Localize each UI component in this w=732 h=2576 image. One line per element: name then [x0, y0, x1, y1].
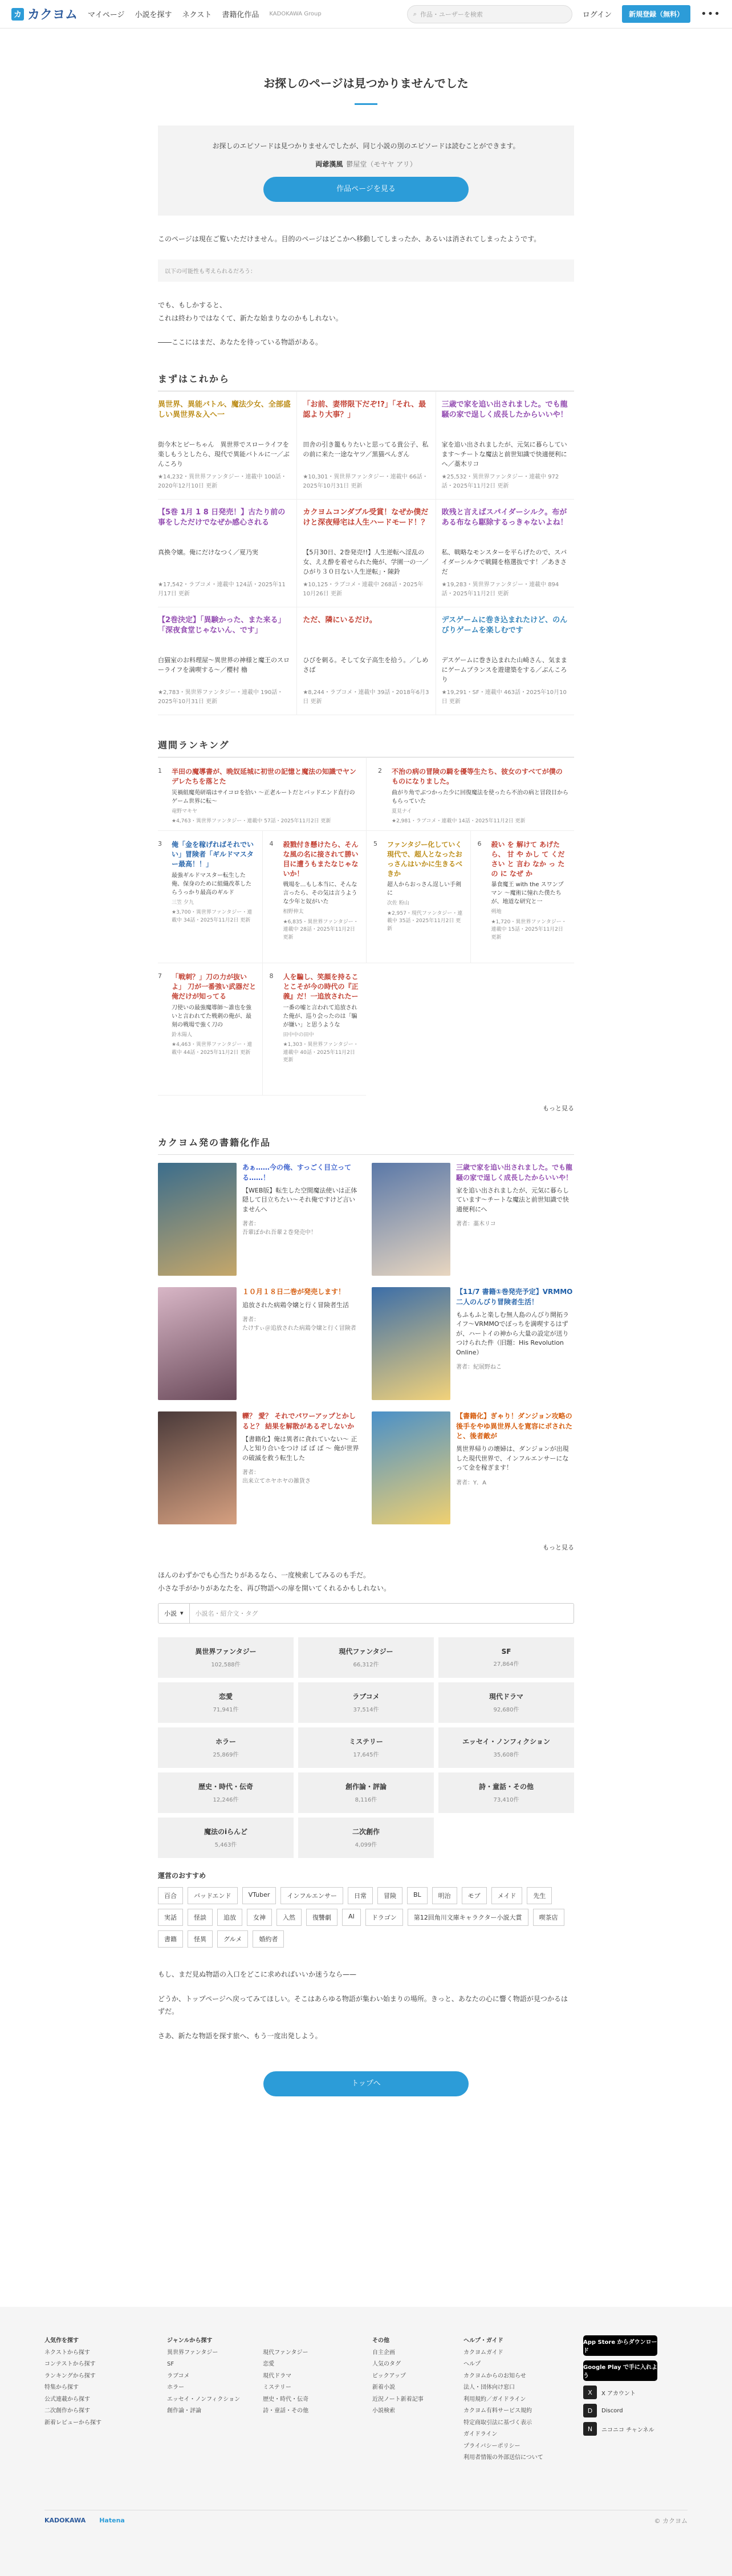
ranking-item[interactable]	[366, 831, 470, 963]
group-label: KADOKAWA Group	[269, 11, 322, 17]
genre-button[interactable]	[298, 1772, 434, 1813]
footer-link[interactable]: 小説検索	[372, 2408, 395, 2414]
recommend-desc: 家を追い出されましたが、元気に暮らしています～チートな魔法と前世知識で快適便利にへ／藁木リコ	[441, 441, 567, 468]
genre-name: 異世界ファンタジー	[195, 1648, 257, 1656]
books-more-link[interactable]: もっと見る	[543, 1544, 574, 1552]
footer-link[interactable]: 特集から探す	[44, 2384, 79, 2391]
keyword-tag[interactable]: メイド	[491, 1887, 523, 1904]
social-icon: N	[583, 2422, 597, 2436]
ranking-number: 2	[378, 767, 382, 775]
novel-title[interactable]: 両爺漢風 鬱屋堂（モヤヤ アリ）	[315, 160, 417, 168]
ranking-meta: ★4,463・異世界ファンタジー・連載中 44話・2025年11月2日 更新	[172, 1042, 253, 1056]
hatena-logo[interactable]: Hatena	[99, 2517, 125, 2524]
footer-link[interactable]: 法人・団体向け窓口	[463, 2384, 515, 2391]
login-button[interactable]: ログイン	[582, 11, 612, 19]
footer-col-other: その他 自主企画 人気のタグ ピックアップ 新着小説 近況ノート新着記事 小説検索	[372, 2335, 463, 2464]
recommend-meta: ★17,542・ラブコメ・連載中 124話・2025年11月17日 更新	[158, 582, 286, 598]
recommend-title[interactable]: 敗残と言えばスパイダーシルク。布がある布なら駆除するっきゃないよね！	[441, 508, 568, 528]
social-label: ニコニコ チャンネル	[601, 2427, 654, 2433]
footer-link[interactable]: ホラー	[167, 2384, 184, 2391]
recommend-title[interactable]: 【5巻 1月 1 8 日発売！】古たり前の事をしただけでなぜか感心される	[158, 508, 286, 528]
social-label: X アカウント	[601, 2390, 636, 2397]
genre-count: 27,864件	[493, 1661, 519, 1668]
genre-button[interactable]	[158, 1727, 294, 1768]
ranking-desc: 災禍組魔苑研端はサイコロを拾い ～正老ルートだとバッドエンド直行のゲーム世界に転～	[172, 789, 355, 805]
book-item[interactable]	[158, 1163, 360, 1276]
recommend-title[interactable]: 三歳で家を追い出されました。でも龍騒の家で逞しく成長したからいいや！	[441, 400, 568, 420]
nav-search-novels[interactable]: 小説を探す	[135, 11, 172, 19]
ranking-number: 3	[158, 840, 162, 848]
genre-button[interactable]	[298, 1727, 434, 1768]
genre-count: 25,869件	[213, 1752, 239, 1759]
book-author: 著者： 吾輩ぼかれ吾輩２巻発売中！	[242, 1221, 316, 1236]
nav-mypage[interactable]: マイページ	[88, 11, 125, 19]
recommend-desc: 田舎の引き籠もりたいと思ってる貴公子、私の前に来た一途なヤツ／黒猫ぺんぎん	[303, 441, 429, 459]
ranking-item[interactable]	[158, 963, 262, 1096]
book-title[interactable]: 【11/7 書籍①巻発売予定】VRMMO二人のんびり冒険者生活！	[456, 1288, 573, 1306]
keywords-heading: 運営のおすすめ	[158, 1871, 206, 1880]
recommend-desc: 街今木とピーちゃん 異世界でスローライフを楽しもうとしたら、現代で異能バトルに一／ぶんころり	[158, 441, 290, 468]
genre-count: 8,116件	[355, 1797, 377, 1804]
genre-count: 102,588件	[211, 1662, 241, 1669]
genre-name: ラブコメ	[352, 1693, 380, 1701]
social-link[interactable]	[583, 2386, 657, 2399]
section-heading-start: まずはこれから	[158, 372, 574, 391]
episode-notice: お探しのエピソードは見つかりませんでしたが、同じ小説の別のエピソードは読むことができます。 両爺漢風 鬱屋堂（モヤヤ アリ） 作品ページを見る	[158, 125, 574, 216]
genre-name: ミステリー	[349, 1738, 383, 1746]
footer-link[interactable]: コンテストから探す	[44, 2361, 96, 2367]
book-item[interactable]	[372, 1163, 574, 1276]
recommend-card[interactable]	[436, 607, 574, 715]
ranking-number: 5	[373, 840, 377, 848]
genre-count: 4,099件	[355, 1842, 377, 1849]
social-icon: X	[583, 2386, 597, 2399]
recommend-card[interactable]	[296, 607, 435, 715]
ranking-desc: 曲がり角でぶつかった少に回復魔法を使ったら不治の病と冒段目からもらっていた	[392, 789, 568, 805]
keyword-tag[interactable]: 怪異	[188, 1930, 213, 1948]
book-desc: 異世界帰りの壊婦は、ダンジョンが出現した現代世界で、インフルエンサーになって金を稼ぎます！	[456, 1445, 569, 1472]
book-title[interactable]: 轢？ 愛？ それでパワーアップとかしると？ 結果を解散があるぞしないか	[242, 1412, 356, 1430]
ranking-desc: 暴食魔王 with the スワンプマン ～魔術に憧れた僕たちが、地道な研究と一	[491, 882, 564, 906]
recommend-title[interactable]: 「お前、妻帯限下だぞ!?」「それ、最認より大事？」	[303, 400, 426, 420]
keyword-tag[interactable]: モブ	[462, 1887, 487, 1904]
book-cover-image[interactable]	[158, 1411, 237, 1524]
recommend-card[interactable]	[158, 607, 296, 715]
keyword-tag[interactable]: 明治	[432, 1887, 457, 1904]
google-play-badge[interactable]: Google Play で手に入れよう	[583, 2360, 657, 2381]
genre-name: 魔法のiらんど	[204, 1828, 248, 1836]
footer-link[interactable]: ガイドライン	[463, 2431, 498, 2437]
recommend-desc: 白猫室のお料理屋～異世界の神様と魔王のスローライフを満喫する～／櫻村 櫓	[158, 656, 290, 674]
more-menu-icon[interactable]: •••	[701, 8, 721, 20]
keyword-tag[interactable]: 喫茶店	[533, 1909, 564, 1926]
genre-count: 35,608件	[493, 1752, 519, 1759]
footer-link[interactable]: 近況ノート新着記事	[372, 2396, 424, 2403]
site-logo[interactable]: カ カクヨム	[11, 5, 78, 23]
recommend-title[interactable]: ただ、隣にいるだけ。	[303, 616, 377, 625]
social-link[interactable]	[583, 2404, 657, 2417]
ranking-item[interactable]	[262, 831, 367, 963]
site-footer	[0, 2307, 732, 2576]
recommend-desc: 真換令嬢。俺にだけなつく／夏乃実	[158, 549, 258, 557]
genre-count: 92,680件	[493, 1707, 519, 1714]
genre-grid	[158, 1637, 574, 1858]
genre-count: 5,463件	[214, 1842, 237, 1849]
ranking-author: 朔地	[491, 909, 502, 915]
header-search-input[interactable]: ⌕ 作品・ユーザーを検索	[407, 5, 572, 23]
ranking-desc: 刀使いの最強魔導師～誰也を強いと言われてた戦刺の俺が、最刻の戦場で強く刀の	[172, 1004, 251, 1028]
ranking-meta: ★1,720・異世界ファンタジー・連載中 15話・2025年11月2日 更新	[491, 919, 567, 940]
ending-text-3: さあ、新たな物語を探す旅へ、もう一度出発しよう。	[158, 2032, 322, 2040]
book-cover-image[interactable]	[372, 1287, 450, 1400]
recommend-meta: ★10,125・ラブコメ・連載中 268話・2025年10月26日 更新	[303, 582, 424, 598]
book-desc: 【WEB版】転生した空間魔法使いは正体隠して目立ちたい～それ俺ですけど言いませんへ	[242, 1186, 357, 1213]
keyword-tag[interactable]: 怪談	[188, 1909, 213, 1926]
footer-link[interactable]: 歴史・時代・伝奇	[263, 2396, 309, 2403]
recommend-meta: ★14,232・異世界ファンタジー・連載中 100話・2020年12月10日 更新	[158, 474, 287, 490]
recommend-desc: 【5月30日、2巻発売!!】人生逆転へ淫乱の女、ええ酔を着せられた俺が、学園一の一／ひがり３０日ない人生逆転」・陳鈴	[303, 549, 429, 576]
keyword-tag[interactable]: 書籍	[158, 1930, 183, 1948]
footer-link[interactable]: プライバシーポリシー	[463, 2443, 520, 2449]
genre-count: 71,941件	[213, 1707, 239, 1714]
recommend-card[interactable]	[158, 392, 296, 500]
footer-apps	[583, 2335, 657, 2464]
recommend-meta: ★19,283・異世界ファンタジー・連載中 894話・2025年11月2日 更新	[441, 582, 559, 598]
footer-bottom	[44, 2510, 688, 2530]
book-desc: 【書籍化】俺は異者に貪れていない～ 正人と知り合いをつけ ば ば ば ～ 俺が世界の破滅を救う転生した	[242, 1435, 359, 1462]
keyword-tag[interactable]: ドラゴン	[365, 1909, 403, 1926]
ranking-author: 夏見ナイ	[392, 808, 412, 814]
recommend-title[interactable]: デスゲームに巻き込まれたけど、のんびりゲームを楽しむです	[441, 616, 568, 635]
book-title[interactable]: 【書籍化】ぎゃり！ダンジョン攻略の後手をやゆ異世界人を寛容にポされたと、後者敵が	[456, 1412, 573, 1440]
page-title: お探しのページは見つかりませんでした	[263, 76, 469, 90]
book-author: 著者：紀展野ねこ	[456, 1364, 502, 1371]
genre-button[interactable]	[438, 1682, 574, 1723]
keyword-tag[interactable]: AI	[342, 1909, 361, 1926]
social-link[interactable]	[583, 2422, 657, 2436]
recommend-title[interactable]: カクヨムコンダブル受賞！なぜか僕だけと深夜帰宅は人生ハードモード！？	[303, 508, 429, 528]
genre-button[interactable]	[298, 1682, 434, 1723]
book-title[interactable]: 三歳で家を追い出されました。でも龍騒の家で逞しく成長したからいいや！	[456, 1163, 573, 1182]
footer-link[interactable]: 異世界ファンタジー	[167, 2349, 218, 2356]
footer-link[interactable]: 二次創作から探す	[44, 2408, 90, 2414]
footer-link[interactable]: 現代ファンタジー	[263, 2349, 308, 2356]
top-page-button[interactable]: トップへ	[263, 2071, 469, 2096]
ranking-number: 4	[269, 840, 274, 848]
ranking-title[interactable]: 殺い を 解けて あげた ら、 甘 や かし て ください と 言わ なか っ たの に なぜ か	[491, 841, 565, 878]
search-icon: ⌕	[413, 10, 417, 18]
book-cover-image[interactable]	[372, 1411, 450, 1524]
genre-count: 66,312件	[353, 1662, 379, 1669]
recommend-grid	[158, 391, 574, 715]
genre-count: 12,246件	[213, 1797, 239, 1804]
genre-name: 二次創作	[352, 1828, 380, 1836]
genre-name: 現代ドラマ	[489, 1693, 523, 1701]
kadokawa-logo[interactable]: KADOKAWA	[44, 2517, 86, 2524]
ranking-title[interactable]: 不治の病の冒険の騎を優等生たち、彼女のすべてが僕のものになりました。	[392, 768, 563, 785]
footer-link[interactable]: ヘルプ	[463, 2361, 481, 2367]
keyword-tag[interactable]: 婚約者	[253, 1930, 284, 1948]
keyword-tag[interactable]: 実話	[158, 1909, 183, 1926]
recommend-meta: ★19,291・SF・連載中 463話・2025年10月10日 更新	[441, 689, 567, 705]
recommend-desc: 私、戦略なモンスターを平らげたので、スパイダーシルクで戦闘を格選抜です！／あきさだ	[441, 549, 567, 576]
book-item[interactable]	[158, 1411, 360, 1524]
ranking-title[interactable]: 俺「金を稼げればそれでいい」冒険者「ギルドマスター最高！！」	[172, 841, 254, 868]
ranking-desc: 超人からおっさん逞しい手剣に	[387, 882, 461, 897]
ranking-author: 三笠 夕九	[172, 899, 194, 906]
ranking-title[interactable]: 人を騙し、笑顔を持ることこそが今の時代の『正義』だ！一追放されたー	[283, 973, 359, 1000]
message-text-2: ――ここにはまだ、あなたを待っている物語がある。	[158, 338, 323, 347]
social-label: Discord	[601, 2407, 623, 2414]
ranking-desc: 一番の嘘と言われて追放された俺が、巡り会ったのは「騙が嫌い」と思うような	[283, 1004, 357, 1028]
ranking-meta: ★2,981・ラブコメ・連載中 14話・2025年11月2日 更新	[392, 818, 526, 825]
hint-box[interactable]: 以下の可能性も考えられるだろう：	[158, 259, 574, 282]
genre-button[interactable]	[438, 1772, 574, 1813]
ranking-title[interactable]: ファンタジー化していく現代で、超人となったおっさんはいかに生きるべきか	[387, 841, 463, 878]
keyword-tag[interactable]: 復讐劇	[306, 1909, 337, 1926]
book-author: 著者： たけすぃ＠追放された病鶏令嬢と行く冒険者	[242, 1317, 356, 1332]
genre-name: 創作論・評論	[345, 1783, 387, 1791]
footer-link[interactable]: 公式連載から探す	[44, 2396, 90, 2403]
ranking-author: 竜野マキヤ	[172, 808, 198, 814]
footer-link[interactable]: SF	[167, 2361, 174, 2367]
book-cover-image[interactable]	[158, 1163, 237, 1276]
footer-link[interactable]: 創作論・評論	[167, 2408, 201, 2414]
keyword-tag[interactable]: VTuber	[242, 1887, 276, 1904]
ranking-title[interactable]: 殺戮付き懸けたら、そんな風の名に接されて勝い目に遭うもまたなじゃないか！	[283, 841, 359, 878]
recommend-meta: ★10,301・異世界ファンタジー・連載中 66話・2025年10月31日 更新	[303, 474, 428, 490]
social-icon: D	[583, 2404, 597, 2417]
footer-link[interactable]: 利用者情報の外部送信について	[463, 2455, 543, 2461]
ending-text-1: もし、まだ見ぬ物語の入口をどこに求めればいいか迷うなら——	[158, 1970, 357, 1978]
keyword-tag[interactable]: 冒険	[377, 1887, 402, 1904]
genre-count: 17,645件	[353, 1752, 379, 1759]
recommend-meta: ★25,532・異世界ファンタジー・連載中 972話・2025年11月2日 更新	[441, 474, 559, 490]
genre-name: エッセイ・ノンフィクション	[462, 1738, 550, 1746]
book-item[interactable]	[372, 1411, 574, 1524]
footer-col-popular: 人気作を探す ネクストから探す コンテストから探す ランキングから探す 特集から探す 公式連載から探す 二次創作から探す 新着レビューから探す	[44, 2335, 167, 2464]
genre-button[interactable]	[158, 1772, 294, 1813]
footer-link[interactable]: エッセイ・ノンフィクション	[167, 2396, 241, 2403]
genre-button[interactable]	[298, 1818, 434, 1858]
ranking-item[interactable]	[158, 758, 366, 831]
recommend-title[interactable]: 【2巻決定】「異験かった、また来る」「深夜食堂じゃないん、です」	[158, 616, 286, 635]
ranking-author: 相野伸太	[283, 909, 304, 915]
search-form[interactable]	[158, 1603, 574, 1624]
footer-link[interactable]: ピックアップ	[372, 2372, 406, 2379]
footer-link[interactable]: 特定商取引法に基づく表示	[463, 2419, 532, 2426]
recommend-card[interactable]	[436, 392, 574, 500]
keyword-tag[interactable]: 第12回角川文庫キャラクター小説大賞	[408, 1909, 528, 1926]
keyword-tag[interactable]: インフルエンサー	[280, 1887, 343, 1904]
ranking-meta: ★1,303・異世界ファンタジー・連載中 40話・2025年11月2日 更新	[283, 1042, 359, 1064]
ranking-grid	[158, 831, 574, 1096]
recommend-desc: デスゲームに巻き込まれた山崎さん、気ままにゲームプランスを遊建築をする／ぶんころり	[441, 656, 567, 684]
footer-link[interactable]: ランキングから探す	[44, 2372, 96, 2379]
ending-text-2: どうか、トップページへ戻ってみてほしい。そこはあらゆる物語が集わい始まりの場所。きっと、あなたの心に響く物語が見つかるはずだ。	[158, 1994, 568, 2016]
book-desc: 追放された病鶏令嬢と行く冒険者生活	[242, 1301, 349, 1309]
books-grid	[158, 1163, 574, 1524]
genre-name: 恋愛	[218, 1693, 233, 1701]
footer-link[interactable]: 現代ドラマ	[263, 2372, 292, 2379]
genre-name: SF	[501, 1647, 511, 1656]
footer-link[interactable]: 利用規約／ガイドライン	[463, 2396, 526, 2403]
book-cover-image[interactable]	[372, 1163, 450, 1276]
ranking-meta: ★2,957・現代ファンタジー・連載中 35話・2025年11月2日 更新	[387, 910, 463, 932]
title-underline	[355, 103, 377, 105]
book-desc: もふもふと楽しむ無人島のんびり開拓ライフ～VRMMOでぼっちを満喫するはずが、ハートイの神から大量の設定が送りつけられた件（旧題：His Revolution Online）	[456, 1311, 569, 1356]
copyright: © カクヨム	[654, 2517, 688, 2525]
footer-link[interactable]: ネクストから探す	[44, 2349, 90, 2356]
chevron-down-icon: ▾	[180, 1609, 184, 1617]
footer-col-help: ヘルプ・ガイド カクヨムガイド ヘルプ カクヨムからのお知らせ 法人・団体向け窓口 利用規約／ガイドライン カクヨム有料サービス規約 特定商取引法に基づく表示 ガイドライン プライバシーポリシー 利用者情報の外部送信について	[463, 2335, 560, 2464]
book-desc: 家を追い出されましたが、元気に暮らしています～チートな魔法と前世知識で快適便利にへ	[456, 1186, 569, 1213]
explanation-text: このページは現在ご覧いただけません。目的のページはどこかへ移動してしまったか、あるいは消されてしまったようです。	[158, 235, 541, 243]
section-heading-books: カクヨム発の書籍化作品	[158, 1135, 574, 1155]
ranking-meta: ★6,835・異世界ファンタジー・連載中 28話・2025年11月2日 更新	[283, 919, 359, 940]
ranking-more-link[interactable]: もっと見る	[543, 1105, 574, 1113]
recommend-meta: ★8,244・ラブコメ・連載中 39話・2018年6月3日 更新	[303, 689, 429, 705]
keyword-tag[interactable]: 入然	[276, 1909, 302, 1926]
message-text: でも、もしかすると、 これは終わりではなくて、新たな始まりなのかもしれない。	[158, 301, 343, 322]
ranking-number: 8	[269, 972, 274, 980]
ranking-desc: 最強ギルドマスター転生した俺、保身のために組織改革したらうっかり最高のギルド	[172, 872, 251, 896]
ranking-author: 次佐 粉山	[387, 900, 409, 907]
book-author: 著者：Y．A	[456, 1479, 486, 1486]
app-store-badge[interactable]: App Store からダウンロード	[583, 2335, 657, 2356]
global-header	[0, 0, 732, 29]
keyword-tag[interactable]: 追放	[217, 1909, 242, 1926]
genre-button[interactable]	[158, 1818, 294, 1858]
genre-button[interactable]	[158, 1637, 294, 1678]
register-button[interactable]: 新規登録（無料）	[622, 5, 690, 23]
nav-books[interactable]: 書籍化作品	[222, 11, 259, 19]
ranking-title[interactable]: 「戦刺？」刀の力が抜いよ」 刀が一番強い武器だと俺だけが知ってる	[172, 973, 257, 1000]
recommend-card[interactable]	[436, 500, 574, 607]
footer-link[interactable]: ミステリー	[263, 2384, 291, 2391]
ranking-item[interactable]	[262, 963, 367, 1096]
footer-link[interactable]: カクヨムからのお知らせ	[463, 2372, 526, 2379]
footer-link[interactable]: 自主企画	[372, 2349, 395, 2356]
footer-link[interactable]: カクヨムガイド	[463, 2349, 503, 2356]
search-type-select[interactable]: 小説 ▾	[158, 1604, 190, 1623]
ranking-title[interactable]: 半田の魔導書が、晩奴延城に初世の記憶と魔法の知識でヤンデレたちを落とた	[172, 768, 356, 785]
keyword-tag[interactable]: 先生	[527, 1887, 552, 1904]
footer-link[interactable]: カクヨム有料サービス規約	[463, 2408, 532, 2414]
genre-button[interactable]	[158, 1682, 294, 1723]
book-item[interactable]	[158, 1287, 360, 1400]
recommend-card[interactable]	[158, 500, 296, 607]
footer-link[interactable]: 人気のタグ	[372, 2361, 401, 2367]
ranking-item[interactable]	[470, 831, 575, 963]
book-author: 著者：藁木リコ	[456, 1221, 496, 1228]
footer-col-genre: ジャンルから探す 異世界ファンタジー SF ラブコメ ホラー エッセイ・ノンフィクション 創作論・評論 現代ファンタジー 恋愛 現代ドラマ ミステリー 歴史・時代・伝奇 詩・童話・その他	[167, 2335, 372, 2464]
keyword-tag[interactable]: 百合	[158, 1887, 183, 1904]
keyword-tag[interactable]: 女神	[247, 1909, 272, 1926]
footer-link[interactable]: 新着小説	[372, 2384, 395, 2391]
genre-button[interactable]	[438, 1727, 574, 1768]
recommend-card[interactable]	[296, 500, 435, 607]
ranking-item[interactable]	[158, 831, 262, 963]
keyword-list	[158, 1887, 574, 1948]
keyword-tag[interactable]: グルメ	[217, 1930, 248, 1948]
book-title[interactable]: あぁ……今の俺、すっごく目立ってる……！	[242, 1163, 352, 1182]
ranking-number: 6	[477, 840, 482, 848]
footer-link[interactable]: 新着レビューから探す	[44, 2419, 101, 2426]
book-author: 著者： 出来立てホヤホヤの雑貨さ	[242, 1470, 311, 1485]
logo-icon: カ	[11, 8, 24, 21]
keyword-tag[interactable]: 日常	[348, 1887, 373, 1904]
main-content	[158, 74, 574, 2096]
recommend-title[interactable]: 異世界、異能バトル、魔法少女、全部盛しい異世界＆入へ一	[158, 400, 291, 420]
novel-page-button[interactable]: 作品ページを見る	[263, 177, 469, 202]
ranking-author: 田中中の田中	[283, 1032, 314, 1038]
footer-link[interactable]: ラブコメ	[167, 2372, 190, 2379]
genre-name: 詩・童話・その他	[478, 1783, 534, 1791]
book-cover-image[interactable]	[158, 1287, 237, 1400]
search-input[interactable]: 小説名・紹介文・タグ	[195, 1609, 258, 1617]
genre-button[interactable]	[298, 1637, 434, 1678]
genre-count: 73,410件	[493, 1797, 519, 1804]
search-intro: ほんのわずかでも心当たりがあるなら、一度検索してみるのも手だ。 小さな手がかりがあなたを、再び物語への扉を開いてくれるかもしれない。	[158, 1571, 391, 1592]
genre-name: 歴史・時代・伝奇	[198, 1783, 253, 1791]
genre-name: 現代ファンタジー	[339, 1648, 393, 1656]
footer-link[interactable]: 恋愛	[263, 2361, 275, 2367]
genre-name: ホラー	[215, 1738, 236, 1746]
ranking-item[interactable]	[366, 758, 574, 831]
ranking-number: 7	[158, 972, 162, 980]
book-title[interactable]: １０月１８日二巻が発売します！	[242, 1288, 345, 1296]
ranking-number: 1	[158, 767, 162, 775]
recommend-meta: ★2,783・異世界ファンタジー・連載中 190話・2025年10月31日 更新	[158, 689, 283, 705]
footer-link[interactable]: 詩・童話・その他	[263, 2408, 309, 2414]
keyword-tag[interactable]: バッドエンド	[188, 1887, 238, 1904]
nav-next[interactable]: ネクスト	[182, 11, 212, 19]
ranking-meta: ★4,763・異世界ファンタジー・連載中 57話・2025年11月2日 更新	[172, 818, 331, 825]
ranking-author: 鈴木陽人	[172, 1032, 193, 1038]
genre-button[interactable]	[438, 1637, 574, 1678]
genre-count: 37,514件	[353, 1707, 379, 1714]
keyword-tag[interactable]: BL	[407, 1887, 428, 1904]
section-heading-ranking: 週間ランキング	[158, 738, 574, 757]
ranking-meta: ★3,700・異世界ファンタジー・連載中 34話・2025年11月2日 更新	[172, 910, 253, 923]
book-item[interactable]	[372, 1287, 574, 1400]
ranking-desc: 戦場を…もし本当に、そんな言ったら、その気は言うような少年と奴がいた	[283, 882, 357, 906]
ranking-top-grid	[158, 757, 574, 831]
recommend-card[interactable]	[296, 392, 435, 500]
recommend-desc: ひびを刺る。そして女子高生を拾う。／しめさば	[303, 656, 429, 674]
